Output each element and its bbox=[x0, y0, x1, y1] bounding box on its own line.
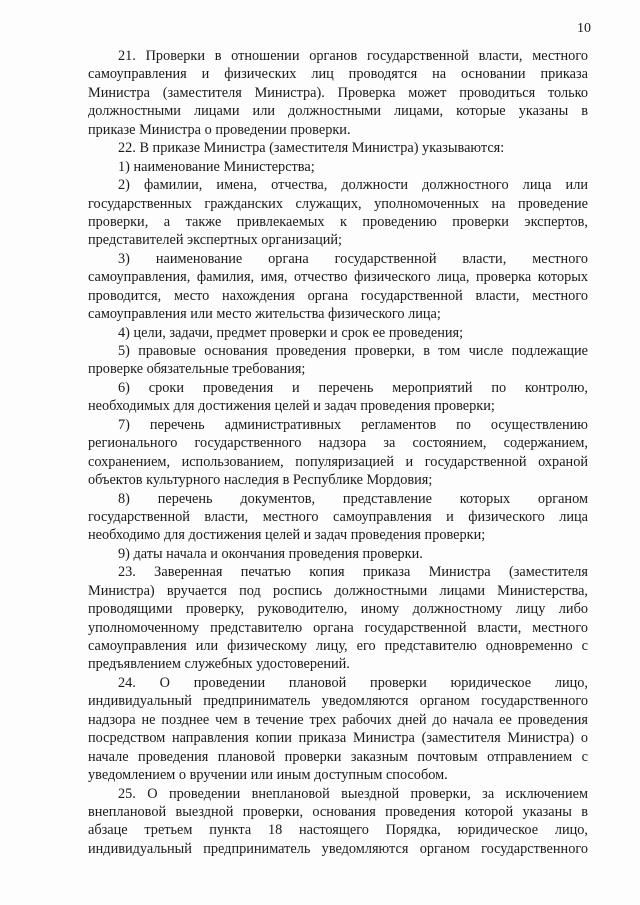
text-line: самоуправления или физическому лицу, его представителю одновременно с bbox=[88, 638, 588, 654]
text-line: должностными лицами или должностными лицами, которые указаны в bbox=[88, 103, 588, 120]
text-line: 6) сроки проведения и перечень мероприятий по контролю, bbox=[118, 379, 588, 396]
document-body bbox=[88, 47, 588, 858]
text-line: необходимо для достижения целей и задач проведения проверки; bbox=[88, 527, 486, 544]
text-line: 21. Проверки в отношении органов государственной власти, местного bbox=[118, 48, 588, 64]
text-line: индивидуальный предприниматель уведомляются органом государственного bbox=[88, 693, 588, 710]
text-line: 2) фамилии, имена, отчества, должности должностного лица или bbox=[118, 177, 588, 194]
text-line: предъявлением служебных удостоверений. bbox=[88, 656, 350, 673]
text-line: Министра (заместителя Министра). Проверка может проводиться только bbox=[88, 84, 588, 101]
text-line: сохранением, использованием, популяризацией и государственной охраной bbox=[88, 453, 588, 470]
text-line: абзаце третьем пункта 18 настоящего Порядка, юридическое лицо, bbox=[88, 822, 588, 839]
text-line: 24. О проведении плановой проверки юридическое лицо, bbox=[118, 674, 588, 691]
text-line: 3) наименование органа государственной власти, местного bbox=[118, 250, 588, 267]
text-line: государственной власти, местного самоуправления и физического лица bbox=[88, 508, 588, 525]
text-line: 1) наименование Министерства; bbox=[118, 158, 315, 175]
text-line: надзора не позднее чем в течение трех рабочих дней до начала ее проведения bbox=[88, 711, 588, 728]
text-line: самоуправления, фамилия, имя, отчество физического лица, проверка которых bbox=[88, 269, 588, 286]
text-line: уведомлением о вручении или иным доступным способом. bbox=[88, 767, 448, 784]
text-line: 25. О проведении внеплановой выездной проверки, за исключением bbox=[118, 785, 588, 802]
text-line: регионального государственного надзора за состоянием, содержанием, bbox=[88, 435, 588, 452]
text-line: посредством направления копии приказа Министра (заместителя Министра) о bbox=[88, 730, 588, 747]
page-number: 10 bbox=[577, 21, 591, 36]
text-line: 23. Заверенная печатью копия приказа Министра (заместителя bbox=[118, 564, 588, 581]
text-line: 5) правовые основания проведения проверки, в том числе подлежащие bbox=[118, 343, 588, 359]
text-line: 8) перечень документов, представление которых органом bbox=[118, 490, 588, 507]
text-line: внеплановой выездной проверки, основания проведения которой указаны в bbox=[88, 803, 588, 820]
text-line: проверке обязательные требования; bbox=[88, 361, 306, 378]
text-line: объектов культурного наследия в Республике Мордовия; bbox=[88, 472, 433, 489]
text-line: необходимых для достижения целей и задач проведения проверки; bbox=[88, 398, 495, 415]
text-line: Министра) вручается под роспись должностными лицами Министерства, bbox=[88, 582, 588, 599]
text-line: представителей экспертных организаций; bbox=[88, 232, 343, 249]
text-line: проверки, а также привлекаемых к проведению проверки экспертов, bbox=[88, 213, 588, 230]
text-line: приказе Министра о проведении проверки. bbox=[88, 121, 351, 138]
text-line: самоуправления и физических лиц проводятся на основании приказа bbox=[88, 66, 588, 83]
text-line: индивидуальный предприниматель уведомляются органом государственного bbox=[88, 840, 588, 857]
text-line: 22. В приказе Министра (заместителя Министра) указываются: bbox=[118, 140, 505, 157]
text-line: начале проведения плановой проверки заказным почтовым отправлением с bbox=[88, 748, 588, 765]
text-line: уполномоченному представителю органа государственной власти, местного bbox=[88, 619, 588, 636]
text-line: 9) даты начала и окончания проведения проверки. bbox=[118, 545, 423, 562]
text-line: государственных гражданских служащих, уполномоченных на проведение bbox=[88, 195, 588, 212]
text-line: проводится, место нахождения органа государственной власти, местного bbox=[88, 287, 588, 304]
text-line: проводящими проверку, руководителю, иному должностному лицу либо bbox=[88, 601, 588, 618]
text-line: самоуправления или место жительства физического лица; bbox=[88, 306, 441, 323]
text-line: 4) цели, задачи, предмет проверки и срок ее проведения; bbox=[118, 324, 464, 341]
text-line: 7) перечень административных регламентов по осуществлению bbox=[118, 416, 588, 433]
